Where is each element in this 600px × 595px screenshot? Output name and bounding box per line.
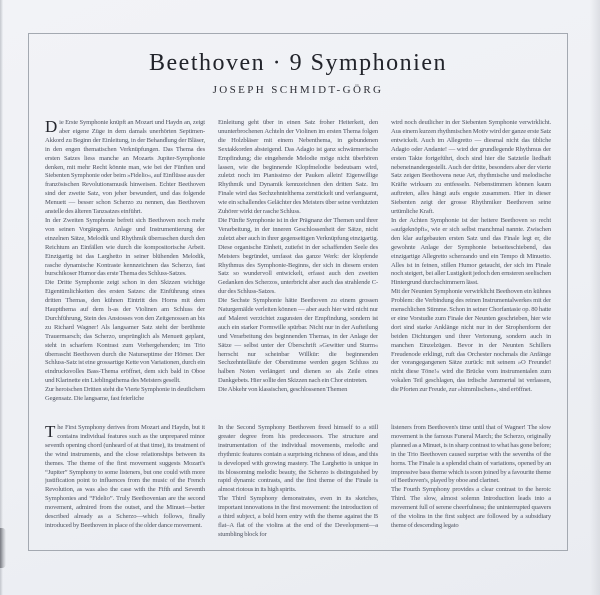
drop-cap: D <box>45 119 58 136</box>
left-edge-shadow <box>0 0 3 595</box>
german-column-3 <box>391 119 551 415</box>
paragraph: Einleitung geht über in einen Satz froher Heiterkeit, den ununterbrochenen Achteln der Violinen im ersten Thema folgen die Holzbläser mit einem Nebenthema, in gebundenen Sextakkorden absteigend. Das Adagio ist ganz schwärmerische Empfindung; die eingehende Melodie möge nicht überhören lassen, wie die beginnende Klopfmelodie bedeutsam wird, zuletzt noch im Pianissimo der Pauken allein! Eigenwillige Rhythmik und Dynamik kennzeichnen den dritten Satz. Im Finale wird das Sechzehntelthema zerstückelt und verlangsamt, wie ein schallendes Gelächter des Meisters über seine verdutzten Zuhörer wirkt der rasche Schluss. <box>218 119 378 216</box>
page-title: Beethoven · 9 Symphonien <box>149 50 447 76</box>
paragraph: In the Second Symphony Beethoven freed himself to a still greater degree from his predecessors. The structure and instrumentation of the individual movements, melodic and rhythmic features contain a surprising richness of ideas, and this is developed with growing mastery. The Larghetto is unique in its blossoming melodic beauty, the Scherzo is distinguished by rapid dynamic contrasts, and the first theme of the Finale is almost riotous in its high spirits. <box>218 424 378 494</box>
paragraph: The Third Symphony demonstrates, even in its sketches, important innovations in the first movement: the introduction of a third subject, a bold horn entry with the theme against the B flat–A flat of the violins at the end of the Development—a stumbling block for <box>218 495 378 538</box>
paragraph: Die Dritte Symphonie zeigt schon in den Skizzen wichtige Eigentümlichkeiten des ersten Satzes: die Einführung eines dritten Themas, den kühnen Eintritt des Horns mit dem Hauptthema auf dem h-as der Violinen am Schluss der Durchführung, Stein des Anstosses von den Zeitgenossen an bis zu Richard Wagner! Als langsamer Satz steht der berühmte Trauermarsch; das Scherzo, ursprünglich als Menuett geplant, steht in scharfem Kontrast zum Vorhergehenden; im Trio überrascht Beethoven durch die Naturseptime der Hörner. Der Schluss-Satz ist eine grossartige Kette von Variationen, durch ein eindrucksvolles Bass-Thema eröffnet, dem sich bald in Oboe und Klarinette ein Lieblingsthema des Meisters gesellt. <box>45 279 205 385</box>
paragraph: wird noch deutlicher in der Siebenten Symphonie verwirklicht. Aus einem kurzen rhythmischen Motiv wird der ganze erste Satz entwickelt. Auch im Allegretto — diesmal nicht das übliche Adagio oder Andante! — wird der grundlegende Rhythmus der ersten Takte fortgeführt, doch sind hier die Satzteile liedhaft nebeneinandergestellt. Auch der dritte, besonders aber der vierte Satz zeigen Beethovens neue Art, rhythmische und melodische Kräfte wirksam zu entfesseln. Nebenstimmen können kaum auftreten, alles hängt aufs engste zusammen. Hier in dieser Siebenten zeigt der grosse Rhythmiker Beethoven seine urtümliche Kraft. <box>391 119 551 216</box>
english-column-3 <box>391 424 551 546</box>
paragraph: Mit der Neunten Symphonie verwirklicht Beethoven ein kühnes Problem: die Verbindung des reinen Instrumentalwerkes mit der menschlichen Stimme. Schon in seiner Chorfantasie op. 80 hatte er eine Vorstudie zum Finale der Neunten geschrieben, hier wie dort sind starke Anklänge nicht nur in der Strophenform der beiden Dichtungen und ihrer Vertonung, sondern auch in manchen Einzelzügen. Bevor in der Neunten Schillers Freudenode erklingt, ruft das Orchester nochmals die Anfänge der vorangegangenen Sätze zurück: mit seinem »O Freunde! nicht diese Töne!« wird die Brücke vom instrumentalen zum vokalen Teil geschlagen, das irdische Jammertal ist verlassen, die Pforten zur Freude, zur »himmlischen«, sind eröffnet. <box>391 288 551 394</box>
paragraph: In der Zweiten Symphonie befreit sich Beethoven noch mehr von seinen Vorgängern. Anlage und Instrumentierung der einzelnen Sätze, Melodik und Rhythmik überraschen durch den Reichtum an Einfällen wie durch die kompositorische Arbeit. Einzigartig ist das Larghetto in seiner blühenden Melodik, rasche dynamische Kontraste kennzeichnen das Scherzo, fast burschikoser Humor das erste Thema des Schluss-Satzes. <box>45 216 205 278</box>
german-text-section <box>45 119 551 415</box>
paragraph: In der Achten Symphonie ist der heitere Beethoven so recht »aufgeknöpft«, wie er sich selbst manchmal nannte. Zwischen den klar aufgebauten ersten Satz und das Finale legt er, die gewohnte Anlage der Symphonie beiseiteschiebend, das einzigartige Allegretto scherzando und ein Tempo di Minuetto. Alles ist in feinen, stillen Humor getaucht, der sich im Finale noch steigert, bei aller Lustigkeit jedoch den ernsteren seelischen Hintergrund durchschimmern lässt. <box>391 216 551 287</box>
paragraph: The Fourth Symphony provides a clear contrast to the heroic Third. The slow, almost solemn Introduction leads into a movement full of serene cheerfulness; the uninterrupted quavers of the violins in the first subject are followed by a subsidiary theme of descending legato <box>391 486 551 529</box>
paragraph: Die Sechste Symphonie hätte Beethoven zu einem grossen Naturgemälde verleiten können — aber auch hier wird nicht nur auf Malerei verzichtet zugunsten der Empfindung, sondern ist auch ein starker Formwille spürbar. Nicht nur in der Aufteilung und Verarbeitung des beginnenden Themas, in der Anlage der Sätze — selbst unter der Überschrift »Gewitter und Sturm« herrscht nur scheinbar Willkür: die beginnenden Sechzehntelläufe der Oberstimme werden gegen Schluss zu halben Noten verlängert und dienen so als Zeile eines Dankgebets. Hier sollte den Skizzen nach ein Chor eintreten. <box>218 297 378 385</box>
english-column-2 <box>218 424 378 546</box>
german-column-1 <box>45 119 205 415</box>
paragraph: Zur heroischen Dritten steht die Vierte Symphonie in deutlichem Gegensatz. Die langsame, fast feierliche <box>45 386 205 403</box>
paragraph: The First Symphony derives from Mozart and Haydn, but it contains individual features such as the unprepared minor seventh opening chord (unheard of at that time), its treatment of the wind instruments, and the close relationships between its themes. The theme of the first movement suggests Mozart's “Jupiter” Symphony to some listeners, but one could with more justification point to influences from the music of the French Revolution, as was also the case with the Fifth and Seventh Symphonies and “Fidelio”. Truly Beethovenian are the second movement, admired from the outset, and the Minuet—better described already as a Scherzo—which follows, finally introduced by Beethoven in place of the older dance movement. <box>45 424 205 529</box>
sleeve-corner-shadow <box>0 528 6 568</box>
content-frame <box>28 33 568 551</box>
german-column-2 <box>218 119 378 415</box>
paragraph: Die Erste Symphonie knüpft an Mozart und Haydn an, zeigt aber eigene Züge in dem damals unerhörten Septimen-Akkord zu Beginn der Einleitung, in der Behandlung der Bläser, in den engen thematischen Verknüpfungen. Das Thema des ersten Satzes liess manche an Mozarts Jupiter-Symphonie denken, mit mehr Recht könnte man, wie bei der Fünften und Siebenten Symphonie oder beim »Fidelio«, auf Einflüsse aus der französischen Revolutionsmusik hinweisen. Echter Beethoven sind der zweite Satz, von jeher bewundert, und das folgende Menuett — besser schon Scherzo zu nennen, das Beethoven anstelle des älteren Tanzsatzes einführt. <box>45 119 205 216</box>
author-byline: JOSEPH SCHMIDT-GÖRG <box>212 84 384 96</box>
paragraph: Die Abkehr von klassischen, geschlossenen Themen <box>218 386 348 394</box>
right-edge-shadow <box>590 0 600 595</box>
drop-cap: T <box>45 424 56 441</box>
english-text-section <box>45 424 551 546</box>
english-column-1 <box>45 424 205 546</box>
paragraph: Die Fünfte Symphonie ist in der Prägnanz der Themen und ihrer Verarbeitung, in der inneren Geschlossenheit der Sätze, nicht zuletzt aber auch in ihrer gegenseitigen Verknüpfung einzigartig. Diese organische Einheit, zutiefst in der schaffenden Seele des Meisters begründet, umfasst das ganze Werk: der klopfende Rhythmus des Symphonie-Beginns, der sich in diesem ersten Satz so wundervoll entwickelt, erfasst auch den zweiten Gedanken des Scherzos, unterbricht aber auch das strahlende C-dur des Schluss-Satzes. <box>218 216 378 296</box>
paragraph: listeners from Beethoven's time until that of Wagner! The slow movement is the famous Funeral March; the Scherzo, originally planned as a Minuet, is in sharp contrast to what has gone before; in the Trio Beethoven caused surprise with the sevenths of the horns. The Finale is a splendid chain of variations, opened by an impressive bass theme which is soon joined by a favourite theme of Beethoven's, played by oboe and clarinet. <box>391 424 551 485</box>
